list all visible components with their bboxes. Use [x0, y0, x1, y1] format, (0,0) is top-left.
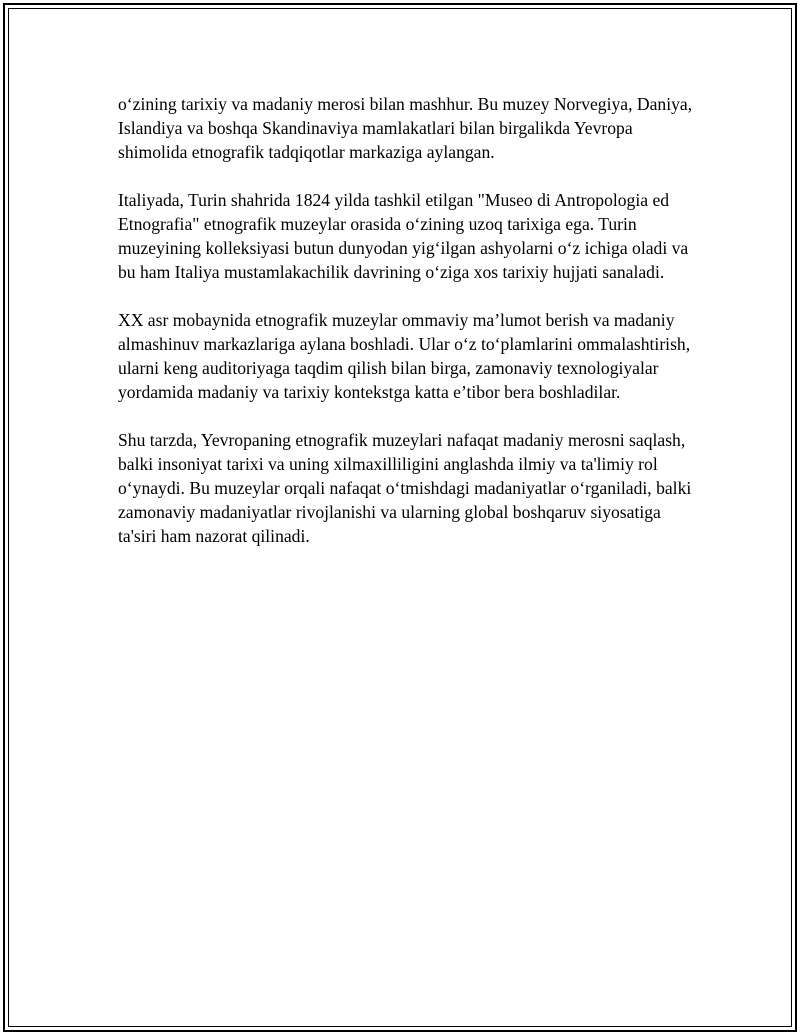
paragraph-1: o‘zining tarixiy va madaniy merosi bilan mashhur. Bu muzey Norvegiya, Daniya, Islandiya va boshqa Skandinaviya mamlakatlari bilan birgalikda Yevropa shimolida etnografik tadqiqotlar markaziga aylangan.	[118, 94, 693, 162]
document-body	[118, 92, 698, 572]
paragraph-4: Shu tarzda, Yevropaning etnografik muzeylari nafaqat madaniy merosni saqlash, balki insoniyat tarixi va uning xilmaxilliligini anglashda ilmiy va ta'limiy rol o‘ynaydi. Bu muzeylar orqali nafaqat o‘tmishdagi madaniyatlar o‘rganiladi, balki zamonaviy madaniyatlar rivojlanishi va ularning global boshqaruv siyosatiga ta'siri ham nazorat qilinadi.	[118, 430, 692, 546]
paragraph-2: Italiyada, Turin shahrida 1824 yilda tashkil etilgan "Museo di Antropologia ed Etnografia" etnografik muzeylar orasida o‘zining uzoq tarixiga ega. Turin muzeyining kolleksiyasi butun dunyodan yig‘ilgan ashyolarni o‘z ichiga oladi va bu ham Italiya mustamlakachilik davrining o‘ziga xos tarixiy hujjati sanaladi.	[118, 190, 689, 282]
paragraph-3: XX asr mobaynida etnografik muzeylar ommaviy ma’lumot berish va madaniy almashinuv markazlariga aylana boshladi. Ular o‘z to‘plamlarini ommalashtirish, ularni keng auditoriyaga taqdim qilish bilan birga, zamonaviy texnologiyalar yordamida madaniy va tarixiy kontekstga katta e’tibor bera boshladilar.	[118, 310, 691, 402]
